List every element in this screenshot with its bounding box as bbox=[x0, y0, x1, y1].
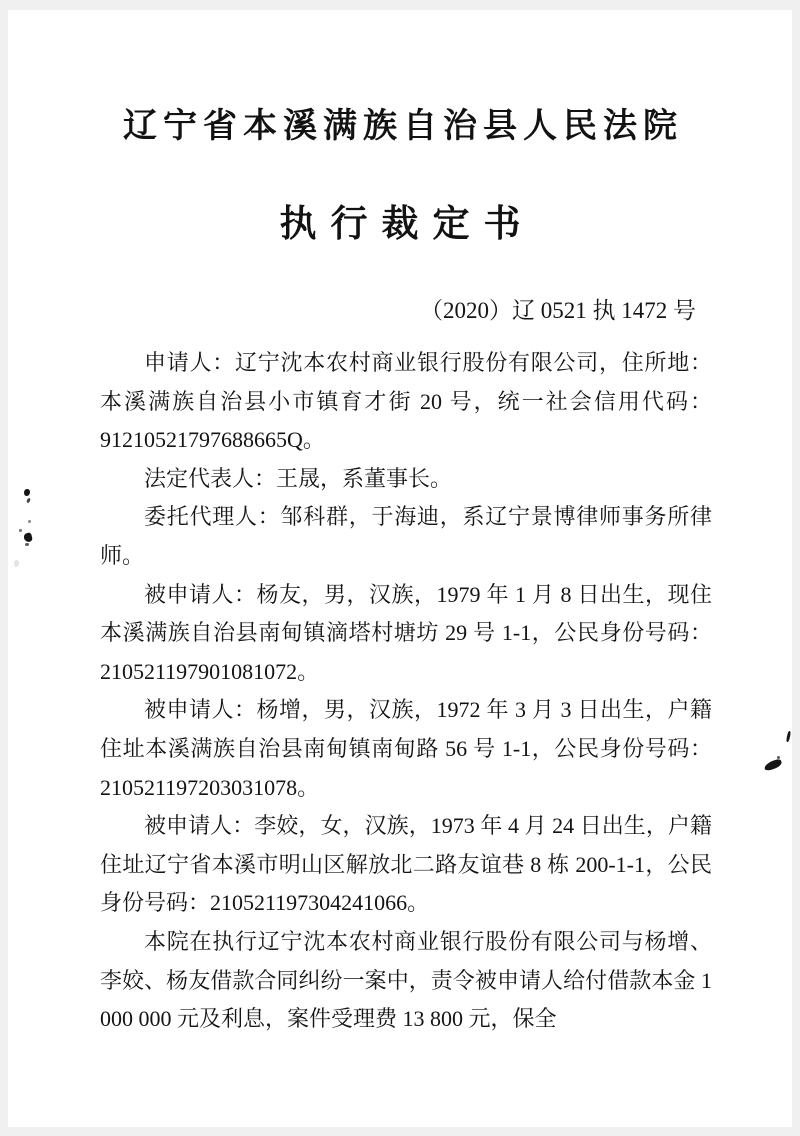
paragraph-case-summary: 本院在执行辽宁沈本农村商业银行股份有限公司与杨增、李姣、杨友借款合同纠纷一案中，责令被申请人给付借款本金 1 000 000 元及利息，案件受理费 13 800 元，保全 bbox=[100, 928, 712, 1032]
document-body bbox=[100, 344, 712, 1039]
paragraph-respondent-yangyou: 被申请人：杨友，男，汉族，1979 年 1 月 8 日出生，现住本溪满族自治县南甸镇滴塔村塘坊 29 号 1-1，公民身份号码：210521197901081072。 bbox=[100, 581, 712, 684]
paragraph-respondent-yangzeng: 被申请人：杨增，男，汉族，1972 年 3 月 3 日出生，户籍住址本溪满族自治县南甸镇南甸路 56 号 1-1，公民身份号码：210521197203031078。 bbox=[100, 697, 712, 800]
case-number: （2020）辽 0521 执 1472 号 bbox=[420, 298, 696, 323]
paragraph-respondent-lijiao: 被申请人：李姣，女，汉族，1973 年 4 月 24 日出生，户籍住址辽宁省本溪市明山区解放北二路友谊巷 8 栋 200-1-1，公民身份号码：210521197304241066。 bbox=[100, 813, 712, 916]
paragraph-applicant: 申请人：辽宁沈本农村商业银行股份有限公司，住所地：本溪满族自治县小市镇育才街 20 号，统一社会信用代码：91210521797688665Q。 bbox=[100, 350, 712, 453]
court-name: 辽宁省本溪满族自治县人民法院 bbox=[123, 108, 683, 145]
paragraph-entrusted-agents: 委托代理人：邹科群，于海迪，系辽宁景博律师事务所律师。 bbox=[100, 504, 712, 568]
document-page bbox=[8, 10, 792, 1127]
paragraph-legal-representative: 法定代表人：王晟，系董事长。 bbox=[144, 465, 453, 491]
document-title: 执行裁定书 bbox=[279, 204, 535, 245]
